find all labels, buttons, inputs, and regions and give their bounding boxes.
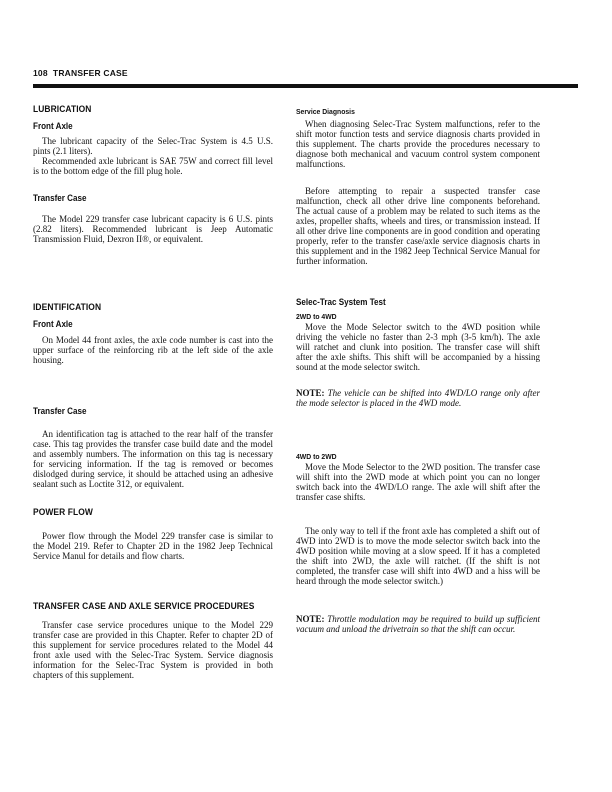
paragraph: Transfer case service procedures unique to the Model 229 transfer case are provided in this Chapter. Refer to chapter 2D of this supplement for service procedures related to the Model 44 front axle used with the Selec-Trac System. Service diagnosis information for the Selec-Trac System is provided in both chapters of this supplement. xyxy=(33,620,273,680)
heading-transfer-case: Transfer Case xyxy=(33,193,87,203)
note xyxy=(296,388,540,408)
heading-power-flow: POWER FLOW xyxy=(33,507,93,518)
paragraph: Move the Mode Selector switch to the 4WD position while driving the vehicle no faster than 2-3 mph (3-5 km/h). The axle will ratchet and clunk into position. The transfer case will shift after the axle shifts. This shift will be accompanied by a hissing sound at the mode selector switch. xyxy=(296,322,540,372)
paragraph: When diagnosing Selec-Trac System malfunctions, refer to the shift motor function tests and service diagnosis charts provided in this supplement. The charts provide the procedures necessary to diagnose both mechanical and vacuum control system component malfunctions. xyxy=(296,119,540,169)
heading-lubrication: LUBRICATION xyxy=(33,104,92,115)
note-text: Throttle modulation may be required to build up sufficient vacuum and unload the drivetrain so that the shift can occur. xyxy=(296,614,541,634)
paragraph: On Model 44 front axles, the axle code number is cast into the upper surface of the reinforcing rib at the left side of the axle housing. xyxy=(33,335,273,365)
paragraph: An identification tag is attached to the rear half of the transfer case. This tag provides the transfer case build date and the model and assembly numbers. The information on this tag is necessary for servicing information. If the tag is removed or becomes dislodged during service, it should be attached using an adhesive sealant such as Loctite 312, or equivalent. xyxy=(33,429,273,489)
note-label: NOTE: xyxy=(296,388,325,398)
paragraph: Recommended axle lubricant is SAE 75W and correct fill level is to the bottom edge of the fill plug hole. xyxy=(33,156,273,176)
note xyxy=(296,614,540,634)
heading-system-test: Selec-Trac System Test xyxy=(296,297,386,307)
note-label: NOTE: xyxy=(296,614,325,624)
paragraph: Move the Mode Selector to the 2WD position. The transfer case will shift into the 2WD mode at which point you can no longer switch back into the 4WD/LO range. The axle will shift after the transfer case shifts. xyxy=(296,462,540,502)
right-column xyxy=(296,107,540,634)
heading-service-diagnosis: Service Diagnosis xyxy=(296,107,355,116)
heading-front-axle: Front Axle xyxy=(33,319,73,329)
running-header xyxy=(33,68,128,78)
heading-identification: IDENTIFICATION xyxy=(33,302,102,313)
heading-service-procedures: TRANSFER CASE AND AXLE SERVICE PROCEDURES xyxy=(33,601,255,612)
page-number: 108 xyxy=(33,68,48,78)
heading-front-axle: Front Axle xyxy=(33,121,73,131)
header-rule xyxy=(33,84,578,88)
paragraph: The Model 229 transfer case lubricant capacity is 6 U.S. pints (2.82 liters). Recommended lubricant is Jeep Automatic Transmission Fluid, Dexron II®, or equivalent. xyxy=(33,214,273,244)
heading-transfer-case: Transfer Case xyxy=(33,406,87,416)
note-text: The vehicle can be shifted into 4WD/LO range only after the mode selector is placed in the 4WD mode. xyxy=(296,388,540,408)
paragraph: The lubricant capacity of the Selec-Trac System is 4.5 U.S. pints (2.1 liters). xyxy=(33,136,273,156)
paragraph: Power flow through the Model 229 transfer case is similar to the Model 219. Refer to Chapter 2D in the 1982 Jeep Technical Service Manul for details and flow charts. xyxy=(33,531,273,561)
header-title: TRANSFER CASE xyxy=(52,68,128,78)
heading-2wd-to-4wd: 2WD to 4WD xyxy=(296,312,337,321)
left-column xyxy=(33,104,273,680)
paragraph: The only way to tell if the front axle has completed a shift out of 4WD into 2WD is to move the mode selector switch back into the 4WD position while moving at a slow speed. If it has a completed the shift into 2WD, the axle will ratchet. (If the shift is not completed, the transfer case will shift into 4WD and a hiss will be heard through the mode selector switch.) xyxy=(296,526,540,586)
paragraph: Before attempting to repair a suspected transfer case malfunction, check all other drive line components beforehand. The actual cause of a problem may be related to such items as the axles, propeller shafts, wheels and tires, or transmission instead. If all other drive line components are in good condition and operating properly, refer to the transfer case/axle service diagnosis charts in this supplement and in the 1982 Jeep Technical Service Manual for further information. xyxy=(296,186,540,266)
heading-4wd-to-2wd: 4WD to 2WD xyxy=(296,452,337,461)
